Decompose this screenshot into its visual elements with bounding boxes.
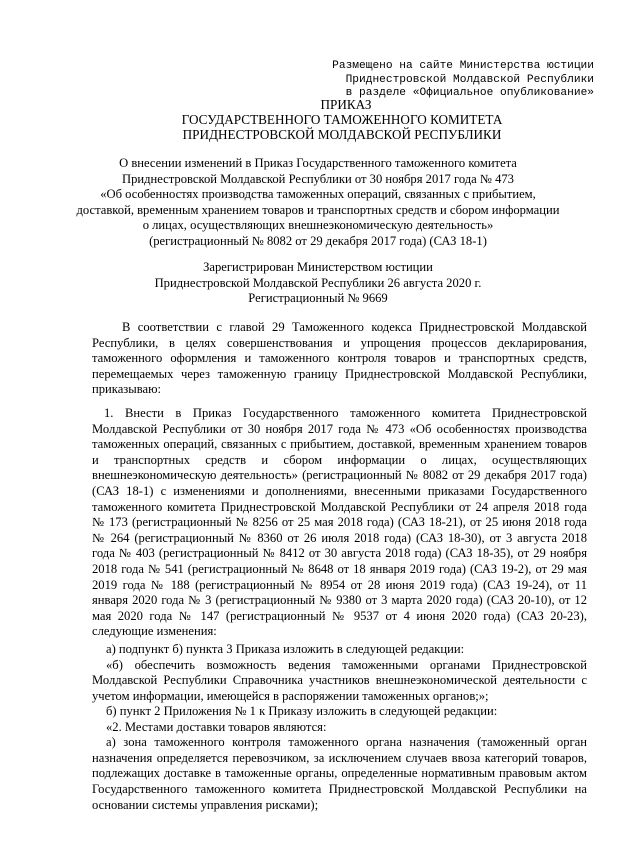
subject-line: доставкой, временным хранением товаров и транспортных средств и сбором информации xyxy=(76,202,560,217)
publication-note xyxy=(332,60,594,101)
subject-line: Приднестровской Молдавской Республики от 30 ноября 2017 года № 473 xyxy=(122,171,514,186)
title-line: ПРИКАЗ xyxy=(320,97,372,112)
registration-line: Приднестровской Молдавской Республики 26 августа 2020 г. xyxy=(154,275,482,290)
preamble-line: В соответствии с главой 29 Таможенного кодекса Приднестровской Молдавской xyxy=(122,320,587,334)
subitem-a-line: учетом информации, имеющейся в распоряжении таможенных органов;»; xyxy=(92,688,489,703)
item-1-line: года № 403 (регистрационный № 8412 от 30 августа 2018 года) (САЗ 18-35), от 29 ноября xyxy=(92,546,587,561)
subitem-b-intro: б) пункт 2 Приложения № 1 к Приказу изложить в следующей редакции: xyxy=(106,704,498,718)
document-subject xyxy=(60,156,576,250)
item-1-line: № 264 (регистрационный № 8360 от 26 июля 2018 года) (САЗ 18-30), от 3 августа 2018 xyxy=(92,530,587,545)
document-title xyxy=(0,97,636,142)
item-1-line: 1. Внести в Приказ Государственного таможенного комитета Приднестровской xyxy=(104,406,587,420)
subitem-a-intro: а) подпункт б) пункта 3 Приказа изложить в следующей редакции: xyxy=(106,642,465,656)
title-line: ПРИДНЕСТРОВСКОЙ МОЛДАВСКОЙ РЕСПУБЛИКИ xyxy=(182,127,502,142)
registration-note xyxy=(60,260,576,307)
publication-note-line: Приднестровской Молдавской Республики xyxy=(345,73,594,86)
subitem-b-a-line: а) зона таможенного контроля таможенного органа назначения (таможенный орган xyxy=(106,735,587,750)
preamble-line: таможенного оформления и таможенного контроля товаров и транспортных средств, xyxy=(92,351,587,366)
subitem-a xyxy=(92,642,587,704)
item-1-line: Молдавской Республики от 30 ноября 2017 года № 473 «Об особенностях производства xyxy=(92,421,587,436)
item-1-line: внешнеэкономическую деятельность» (регистрационный № 8082 от 29 декабря 2017 года) xyxy=(92,468,587,483)
subitem-b xyxy=(92,704,587,813)
preamble-line: приказываю: xyxy=(92,382,162,397)
preamble-line: перемещаемых через таможенную границу Приднестровской Молдавской Республики, xyxy=(92,366,587,381)
subitem-b-heading: «2. Местами доставки товаров являются: xyxy=(106,719,327,734)
subject-line: О внесении изменений в Приказ Государственного таможенного комитета xyxy=(119,156,517,170)
publication-note-line: в разделе «Официальное опубликование» xyxy=(345,87,594,100)
item-1-line: 2019 года № 188 (регистрационный № 8954 от 28 июня 2019 года) (САЗ 19-24), от 11 xyxy=(92,577,587,592)
subject-line: (регистрационный № 8082 от 29 декабря 2017 года) (САЗ 18-1) xyxy=(149,233,487,248)
publication-note-line: Размещено на сайте Министерства юстиции xyxy=(332,60,594,72)
item-1-line: января 2020 года № 3 (регистрационный № 9380 от 3 марта 2020 года) (САЗ 20-10), от 12 xyxy=(92,593,587,608)
subitem-b-a-line: основании системы управления рисками); xyxy=(92,797,319,812)
item-1-line: таможенных операций, связанных с прибытием, доставкой, временным хранением товаров xyxy=(92,437,587,452)
title-line: ГОСУДАРСТВЕННОГО ТАМОЖЕННОГО КОМИТЕТА xyxy=(181,112,503,127)
subitem-b-a-line: назначения определяется перевозчиком, за исключением случаев ввоза категорий товаров, xyxy=(92,750,587,765)
preamble-line: Республики, в целях совершенствования и упрощения процессов декларирования, xyxy=(92,335,587,350)
item-1-line: (САЗ 18-1) с изменениями и дополнениями, внесенными приказами Государственного xyxy=(92,483,587,498)
registration-line: Регистрационный № 9669 xyxy=(248,291,388,306)
registration-line: Зарегистрирован Министерством юстиции xyxy=(203,260,433,274)
subject-line: о лицах, осуществляющих внешнеэкономическую деятельность» xyxy=(142,218,494,233)
item-1-line: № 173 (регистрационный № 8256 от 25 мая 2018 года) (САЗ 18-21), от 25 июня 2018 года xyxy=(92,515,587,530)
subitem-a-line: Молдавской Республики Справочника участников внешнеэкономической деятельности с xyxy=(92,673,587,688)
item-1-paragraph xyxy=(92,406,587,640)
item-1-line: мая 2020 года № 147 (регистрационный № 9537 от 4 июня 2020 года) (САЗ 20-23), xyxy=(92,608,587,623)
subject-line: «Об особенностях производства таможенных операций, связанных с прибытием, xyxy=(100,187,536,202)
item-1-line: таможенного комитета Приднестровской Молдавской Республики от 24 апреля 2018 года xyxy=(92,499,587,514)
item-1-line: 2018 года № 541 (регистрационный № 8648 от 18 января 2019 года) (САЗ 19-2), от 29 мая xyxy=(92,561,587,576)
item-1-line: следующие изменения: xyxy=(92,624,217,639)
subitem-b-a-line: Государственного таможенного комитета Приднестровской Молдавской Республики на xyxy=(92,781,587,796)
item-1-line: и транспортных средств и сбором информации о лицах, осуществляющих xyxy=(92,452,587,467)
subitem-a-line: «б) обеспечить возможность ведения таможенными органами Приднестровской xyxy=(106,657,587,672)
preamble-paragraph xyxy=(92,320,587,398)
subitem-b-a-line: подлежащих доставке в таможенные органы, определенные нормативным правовым актом xyxy=(92,766,587,781)
